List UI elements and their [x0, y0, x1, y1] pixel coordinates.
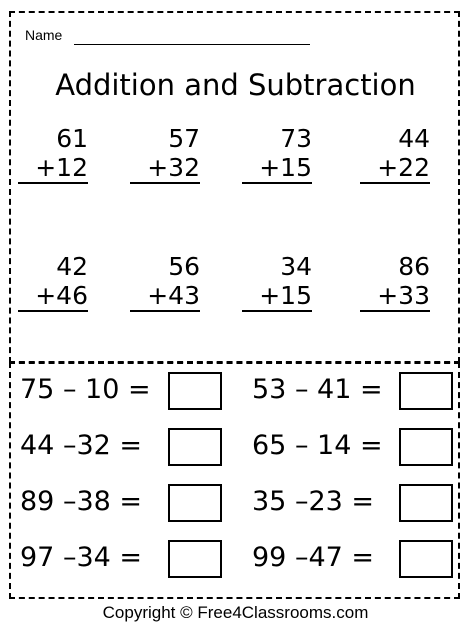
answer-box[interactable] [168, 372, 222, 410]
subtraction-expression: 65 – 14 = [252, 430, 383, 461]
name-label: Name [25, 27, 63, 43]
addition-problem [242, 124, 312, 184]
name-line [74, 44, 310, 45]
answer-box[interactable] [399, 428, 453, 466]
addend-bottom: +15 [242, 281, 312, 312]
addend-top: 86 [398, 252, 430, 281]
subtraction-expression: 75 – 10 = [20, 374, 151, 405]
copyright-footer: Copyright © Free4Classrooms.com [102, 603, 369, 622]
addend-bottom: +22 [360, 153, 430, 184]
addend-top: 73 [280, 124, 312, 153]
addend-bottom: +46 [18, 281, 88, 312]
addend-bottom: +32 [130, 153, 200, 184]
answer-box[interactable] [168, 540, 222, 578]
subtraction-expression: 97 –34 = [20, 542, 143, 573]
answer-box[interactable] [168, 484, 222, 522]
addend-top: 34 [280, 252, 312, 281]
addend-top: 42 [56, 252, 88, 281]
answer-box[interactable] [399, 484, 453, 522]
addition-problem [18, 124, 88, 184]
subtraction-expression: 53 – 41 = [252, 374, 383, 405]
addend-top: 44 [398, 124, 430, 153]
addition-problem [18, 252, 88, 312]
addend-top: 56 [168, 252, 200, 281]
addend-bottom: +12 [18, 153, 88, 184]
subtraction-expression: 44 –32 = [20, 430, 143, 461]
subtraction-expression: 89 –38 = [20, 486, 143, 517]
addend-bottom: +43 [130, 281, 200, 312]
addend-top: 61 [56, 124, 88, 153]
addend-bottom: +15 [242, 153, 312, 184]
addition-problem [130, 124, 200, 184]
page-title: Addition and Subtraction [55, 68, 416, 102]
addition-problem [130, 252, 200, 312]
subtraction-expression: 35 –23 = [252, 486, 375, 517]
answer-box[interactable] [399, 540, 453, 578]
addition-problem [360, 252, 430, 312]
addend-bottom: +33 [360, 281, 430, 312]
addend-top: 57 [168, 124, 200, 153]
subtraction-expression: 99 –47 = [252, 542, 375, 573]
addition-problem [360, 124, 430, 184]
answer-box[interactable] [399, 372, 453, 410]
answer-box[interactable] [168, 428, 222, 466]
addition-problem [242, 252, 312, 312]
